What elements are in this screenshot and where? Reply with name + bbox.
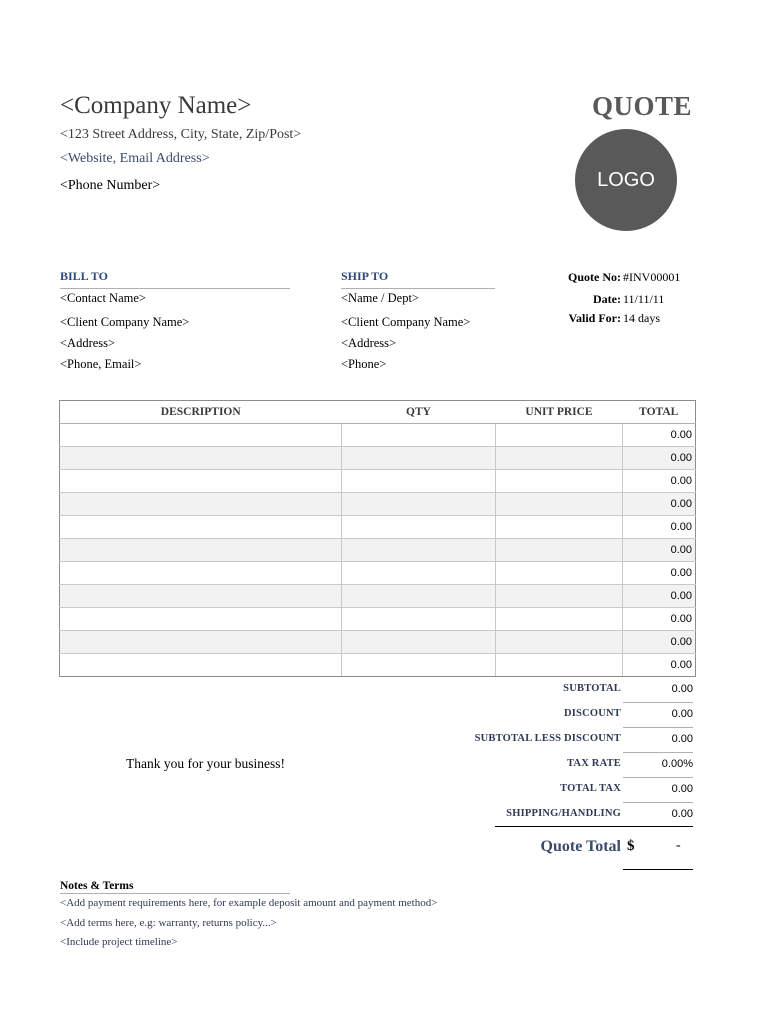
thank-you-message: Thank you for your business! xyxy=(126,756,285,771)
cell-description[interactable] xyxy=(60,516,342,539)
bill-to-phone-email: <Phone, Email> xyxy=(60,357,142,371)
table-row xyxy=(60,631,696,654)
valid-for-value: 14 days xyxy=(623,311,660,325)
table-row xyxy=(60,539,696,562)
cell-total[interactable]: 0.00 xyxy=(623,631,696,654)
total-tax-divider xyxy=(623,802,693,803)
valid-for-label: Valid For: xyxy=(568,311,621,325)
ship-to-divider xyxy=(341,288,495,289)
cell-qty[interactable] xyxy=(342,654,496,677)
table-row xyxy=(60,424,696,447)
bill-to-company: <Client Company Name> xyxy=(60,315,190,329)
cell-unit-price[interactable] xyxy=(496,493,623,516)
quote-total-value: - xyxy=(676,838,681,853)
table-row xyxy=(60,654,696,677)
column-header-qty: QTY xyxy=(342,401,496,424)
company-web-email: <Website, Email Address> xyxy=(60,151,210,166)
cell-qty[interactable] xyxy=(342,562,496,585)
quote-no-value: #INV00001 xyxy=(623,270,681,284)
cell-description[interactable] xyxy=(60,424,342,447)
cell-description[interactable] xyxy=(60,470,342,493)
bill-to-divider xyxy=(60,288,290,289)
bill-to-address: <Address> xyxy=(60,336,116,350)
total-tax-value: 0.00 xyxy=(671,783,693,795)
cell-total[interactable]: 0.00 xyxy=(623,654,696,677)
table-row xyxy=(60,493,696,516)
ship-to-heading: SHIP TO xyxy=(341,269,389,283)
cell-unit-price[interactable] xyxy=(496,539,623,562)
discount-divider xyxy=(623,727,693,728)
cell-unit-price[interactable] xyxy=(496,447,623,470)
bill-to-contact: <Contact Name> xyxy=(60,291,146,305)
cell-total[interactable]: 0.00 xyxy=(623,585,696,608)
column-header-description: DESCRIPTION xyxy=(60,401,342,424)
table-row xyxy=(60,585,696,608)
cell-qty[interactable] xyxy=(342,608,496,631)
subtotal-less-discount-value: 0.00 xyxy=(671,733,693,745)
cell-qty[interactable] xyxy=(342,631,496,654)
subtotal-label: SUBTOTAL xyxy=(563,683,621,694)
cell-description[interactable] xyxy=(60,539,342,562)
cell-total[interactable]: 0.00 xyxy=(623,562,696,585)
date-label: Date: xyxy=(593,292,621,306)
summary-bottom-rule xyxy=(495,826,693,827)
ship-to-address: <Address> xyxy=(341,336,397,350)
cell-unit-price[interactable] xyxy=(496,424,623,447)
cell-description[interactable] xyxy=(60,447,342,470)
cell-total[interactable]: 0.00 xyxy=(623,539,696,562)
cell-total[interactable]: 0.00 xyxy=(623,470,696,493)
cell-unit-price[interactable] xyxy=(496,585,623,608)
cell-qty[interactable] xyxy=(342,585,496,608)
ship-to-phone: <Phone> xyxy=(341,357,387,371)
note-project-timeline: <Include project timeline> xyxy=(60,936,178,948)
cell-qty[interactable] xyxy=(342,424,496,447)
cell-unit-price[interactable] xyxy=(496,654,623,677)
discount-label: DISCOUNT xyxy=(563,708,621,719)
cell-total[interactable]: 0.00 xyxy=(623,447,696,470)
cell-total[interactable]: 0.00 xyxy=(623,608,696,631)
note-terms: <Add terms here, e.g: warranty, returns policy...> xyxy=(60,917,277,929)
subtotal-divider xyxy=(623,702,693,703)
cell-total[interactable]: 0.00 xyxy=(623,424,696,447)
quote-no-label: Quote No: xyxy=(568,270,621,284)
logo-text: LOGO xyxy=(597,168,655,191)
cell-description[interactable] xyxy=(60,631,342,654)
cell-qty[interactable] xyxy=(342,539,496,562)
cell-description[interactable] xyxy=(60,654,342,677)
ship-to-name-dept: <Name / Dept> xyxy=(341,291,419,305)
cell-unit-price[interactable] xyxy=(496,608,623,631)
table-row xyxy=(60,608,696,631)
discount-value: 0.00 xyxy=(671,708,693,720)
table-row xyxy=(60,447,696,470)
less-discount-divider xyxy=(623,752,693,753)
cell-total[interactable]: 0.00 xyxy=(623,516,696,539)
cell-description[interactable] xyxy=(60,608,342,631)
company-phone: <Phone Number> xyxy=(60,178,161,193)
cell-description[interactable] xyxy=(60,585,342,608)
quote-total-label: Quote Total xyxy=(540,838,621,855)
tax-rate-label: TAX RATE xyxy=(566,758,621,769)
logo-placeholder xyxy=(575,129,677,231)
quote-total-rule xyxy=(623,869,693,870)
tax-rate-value: 0.00% xyxy=(661,758,693,770)
total-tax-label: TOTAL TAX xyxy=(560,783,621,794)
cell-description[interactable] xyxy=(60,493,342,516)
cell-qty[interactable] xyxy=(342,470,496,493)
subtotal-less-discount-label: SUBTOTAL LESS DISCOUNT xyxy=(474,733,621,744)
cell-qty[interactable] xyxy=(342,447,496,470)
note-payment-requirements: <Add payment requirements here, for example deposit amount and payment method> xyxy=(60,897,438,909)
document-title: QUOTE xyxy=(591,91,692,121)
quote-total-currency: $ xyxy=(627,838,635,854)
line-items-table xyxy=(59,400,696,677)
column-header-unit-price: UNIT PRICE xyxy=(496,401,623,424)
column-header-total: TOTAL xyxy=(623,401,696,424)
date-value: 11/11/11 xyxy=(623,292,665,306)
subtotal-value: 0.00 xyxy=(671,683,693,695)
cell-unit-price[interactable] xyxy=(496,631,623,654)
cell-qty[interactable] xyxy=(342,516,496,539)
table-row xyxy=(60,516,696,539)
notes-terms-heading: Notes & Terms xyxy=(60,880,134,892)
company-name: <Company Name> xyxy=(60,92,252,119)
ship-to-company: <Client Company Name> xyxy=(341,315,471,329)
cell-unit-price[interactable] xyxy=(496,516,623,539)
table-row xyxy=(60,562,696,585)
bill-to-heading: BILL TO xyxy=(60,269,108,283)
shipping-handling-label: SHIPPING/HANDLING xyxy=(506,808,621,819)
notes-divider xyxy=(60,893,290,894)
table-header-row xyxy=(60,401,696,424)
shipping-handling-value: 0.00 xyxy=(671,808,693,820)
cell-total[interactable]: 0.00 xyxy=(623,493,696,516)
tax-rate-divider xyxy=(623,777,693,778)
cell-qty[interactable] xyxy=(342,493,496,516)
cell-unit-price[interactable] xyxy=(496,470,623,493)
table-row xyxy=(60,470,696,493)
cell-unit-price[interactable] xyxy=(496,562,623,585)
cell-description[interactable] xyxy=(60,562,342,585)
company-address: <123 Street Address, City, State, Zip/Post> xyxy=(60,127,302,142)
